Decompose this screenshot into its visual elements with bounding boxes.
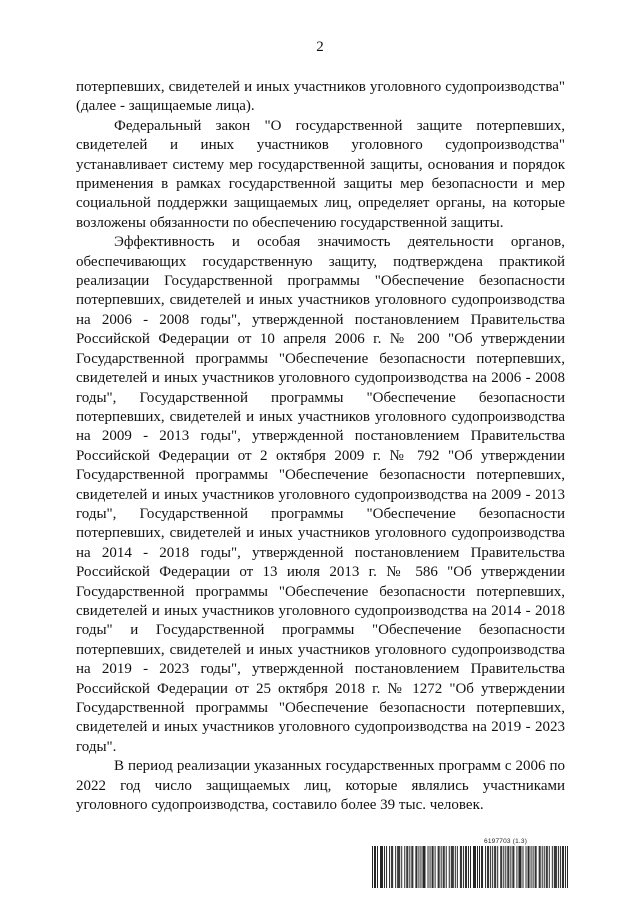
barcode-bar [386,846,387,888]
barcode-bar [556,846,557,888]
barcode-bar [391,846,392,888]
barcode-bar [513,846,514,888]
barcode-bar [460,846,461,888]
barcode-bar [539,846,540,888]
barcode-bar [406,846,407,888]
page-number: 2 [316,39,324,55]
paragraph-federal-law: Федеральный закон "О государственной защите потерпевших, свидетелей и иных участников уголовного судопроизводства" устанавливает систему мер государственной защиты, основания и порядок применения в рамках государственной защиты мер безопасности и мер социальной поддержки защищаемых лиц, определяет органы, на которые возложены обязанности по обеспечению государственной защиты. [76,117,565,231]
barcode-bar [397,846,398,888]
barcode-bar [516,846,517,888]
barcode-bar [412,846,413,888]
paragraph-program-effectiveness: Эффективность и особая значимость деятельности органов, обеспечивающих государственную защиту, подтверждена практикой реализации Государственной программы "Обеспечение безопасности потерпевших, свидетелей и иных участников уголовного судопроизводства на 2006 - 2008 годы", утвержденной постановлением Правительства Российской Федерации от 10 апреля 2006 г. № 200 "Об утверждении Государственной программы "Обеспечение безопасности потерпевших, свидетелей и иных участников уголовного судопроизводства на 2006 - 2008 годы", Государственной программы "Обеспечение безопасности потерпевших, свидетелей и иных участников уголовного судопроизводства на 2009 - 2013 годы", утвержденной постановлением Правительства Российской Федерации от 2 октября 2009 г. № 792 "Об утверждении Государственной программы "Обеспечение безопасности потерпевших, свидетелей и иных участников уголовного судопроизводства на 2009 - 2013 годы", Государственной программы "Обеспечение безопасности потерпевших, свидетелей и иных участников уголовного судопроизводства на 2014 - 2018 годы", утвержденной постановлением Правительства Российской Федерации от 13 июля 2013 г. № 586 "Об утверждении Государственной программы "Обеспечение безопасности потерпевших, свидетелей и иных участников уголовного судопроизводства на 2014 - 2018 годы" и Государственной программы "Обеспечение безопасности потерпевших, свидетелей и иных участников уголовного судопроизводства на 2019 - 2023 годы", утвержденной постановлением Правительства Российской Федерации от 25 октября 2018 г. № 1272 "Об утверждении Государственной программы "Обеспечение безопасности потерпевших, свидетелей и иных участников уголовного судопроизводства на 2019 - 2023 годы". [76,234,565,755]
barcode-bar [540,846,541,888]
barcode-bar [432,846,433,888]
barcode-bar [444,846,445,888]
paragraph-protected-persons-count: В период реализации указанных государственных программ с 2006 по 2022 год число защищаемых лиц, которые являлись участниками уголовного судопроизводства, составило более 39 тыс. человек. [76,758,565,814]
barcode-bar [528,846,529,888]
barcode-bar [398,846,399,888]
barcode-bar [428,846,429,888]
barcode-bar [512,846,513,888]
barcode-bar [477,846,478,888]
barcode-bar [482,846,483,888]
barcode-bar [449,846,450,888]
barcode-bar [418,846,419,888]
barcode-bar [529,846,530,888]
barcode-bar [510,846,511,888]
barcode-bar [473,846,474,888]
barcode-bar [372,846,373,888]
barcode-bar [526,846,527,888]
barcode-bar [533,846,534,888]
barcode-bar [430,846,431,888]
barcode-bar [475,846,476,888]
barcode-bar [446,846,447,888]
barcode-bar [497,846,498,888]
barcode-bar [377,846,378,888]
barcode-bar [415,846,416,888]
barcode-bar [389,846,390,888]
barcode-bar [425,846,426,888]
barcode-bar [481,846,482,888]
document-code: 6197703 (1.3) [484,838,528,845]
barcode-bar [518,846,519,888]
barcode-bar [409,846,410,888]
barcode-bar [554,846,555,888]
barcode-bar [382,846,383,888]
barcode-bar [463,846,464,888]
barcode-bar [465,846,466,888]
barcode-bar [503,846,504,888]
barcode-bar [492,846,493,888]
barcode-bar [567,846,568,888]
barcode-bar [420,846,421,888]
barcode-bar [474,846,475,888]
barcode-bar [558,846,559,888]
barcode-bar [381,846,382,888]
barcode-bar [549,846,550,888]
barcode-bar [495,846,496,888]
barcode-bar [424,846,425,888]
barcode-bar [500,846,501,888]
barcode-bar [392,846,393,888]
barcode-bar [542,846,543,888]
barcode-bar [443,846,444,888]
barcode-bar [401,846,402,888]
barcode-bar [441,846,442,888]
barcode-bar [439,846,440,888]
barcode-bar [563,846,564,888]
document-body [76,78,565,815]
barcode-bar [555,846,556,888]
barcode-bar [488,846,489,888]
barcode-bar [423,846,424,888]
barcode-bar [452,846,453,888]
barcode-bar [438,846,439,888]
barcode-bar [470,846,471,888]
barcode-bar [508,846,509,888]
barcode-bar [531,846,532,888]
barcode-bar [457,846,458,888]
barcode-bar [523,846,524,888]
barcode-bar [505,846,506,888]
barcode-bar [490,846,491,888]
barcode-bar [404,846,405,888]
barcode-bar [552,846,553,888]
paragraph-continuation: потерпевших, свидетелей и иных участников уголовного судопроизводства" (далее - защищаемые лица). [76,79,565,115]
barcode-bar [455,846,456,888]
barcode-bar [453,846,454,888]
barcode-bar [560,846,561,888]
barcode-bar [395,846,396,888]
barcode-bar [374,846,375,888]
barcode-bar [461,846,462,888]
barcode-bar [521,846,522,888]
barcode-bar [544,846,545,888]
barcode-bar [479,846,480,888]
barcode-bar [536,846,537,888]
barcode-bar [433,846,434,888]
barcode-bar [507,846,508,888]
barcode-bar [416,846,417,888]
barcode-bar [380,846,381,888]
barcode-bar [468,846,469,888]
barcode-bar [375,846,376,888]
barcode-bar [407,846,408,888]
barcode-bar [494,846,495,888]
barcode-bar [399,846,400,888]
barcode-icon [372,846,568,888]
barcode-bar [562,846,563,888]
barcode-bar [411,846,412,888]
barcode-bar [501,846,502,888]
barcode-bar [520,846,521,888]
barcode-bar [565,846,566,888]
barcode-bar [435,846,436,888]
barcode-bar [535,846,536,888]
barcode-bar [384,846,385,888]
barcode-bar [485,846,486,888]
barcode-bar [547,846,548,888]
barcode-bar [487,846,488,888]
barcode-bar [546,846,547,888]
barcode-bar [451,846,452,888]
barcode-bar [466,846,467,888]
